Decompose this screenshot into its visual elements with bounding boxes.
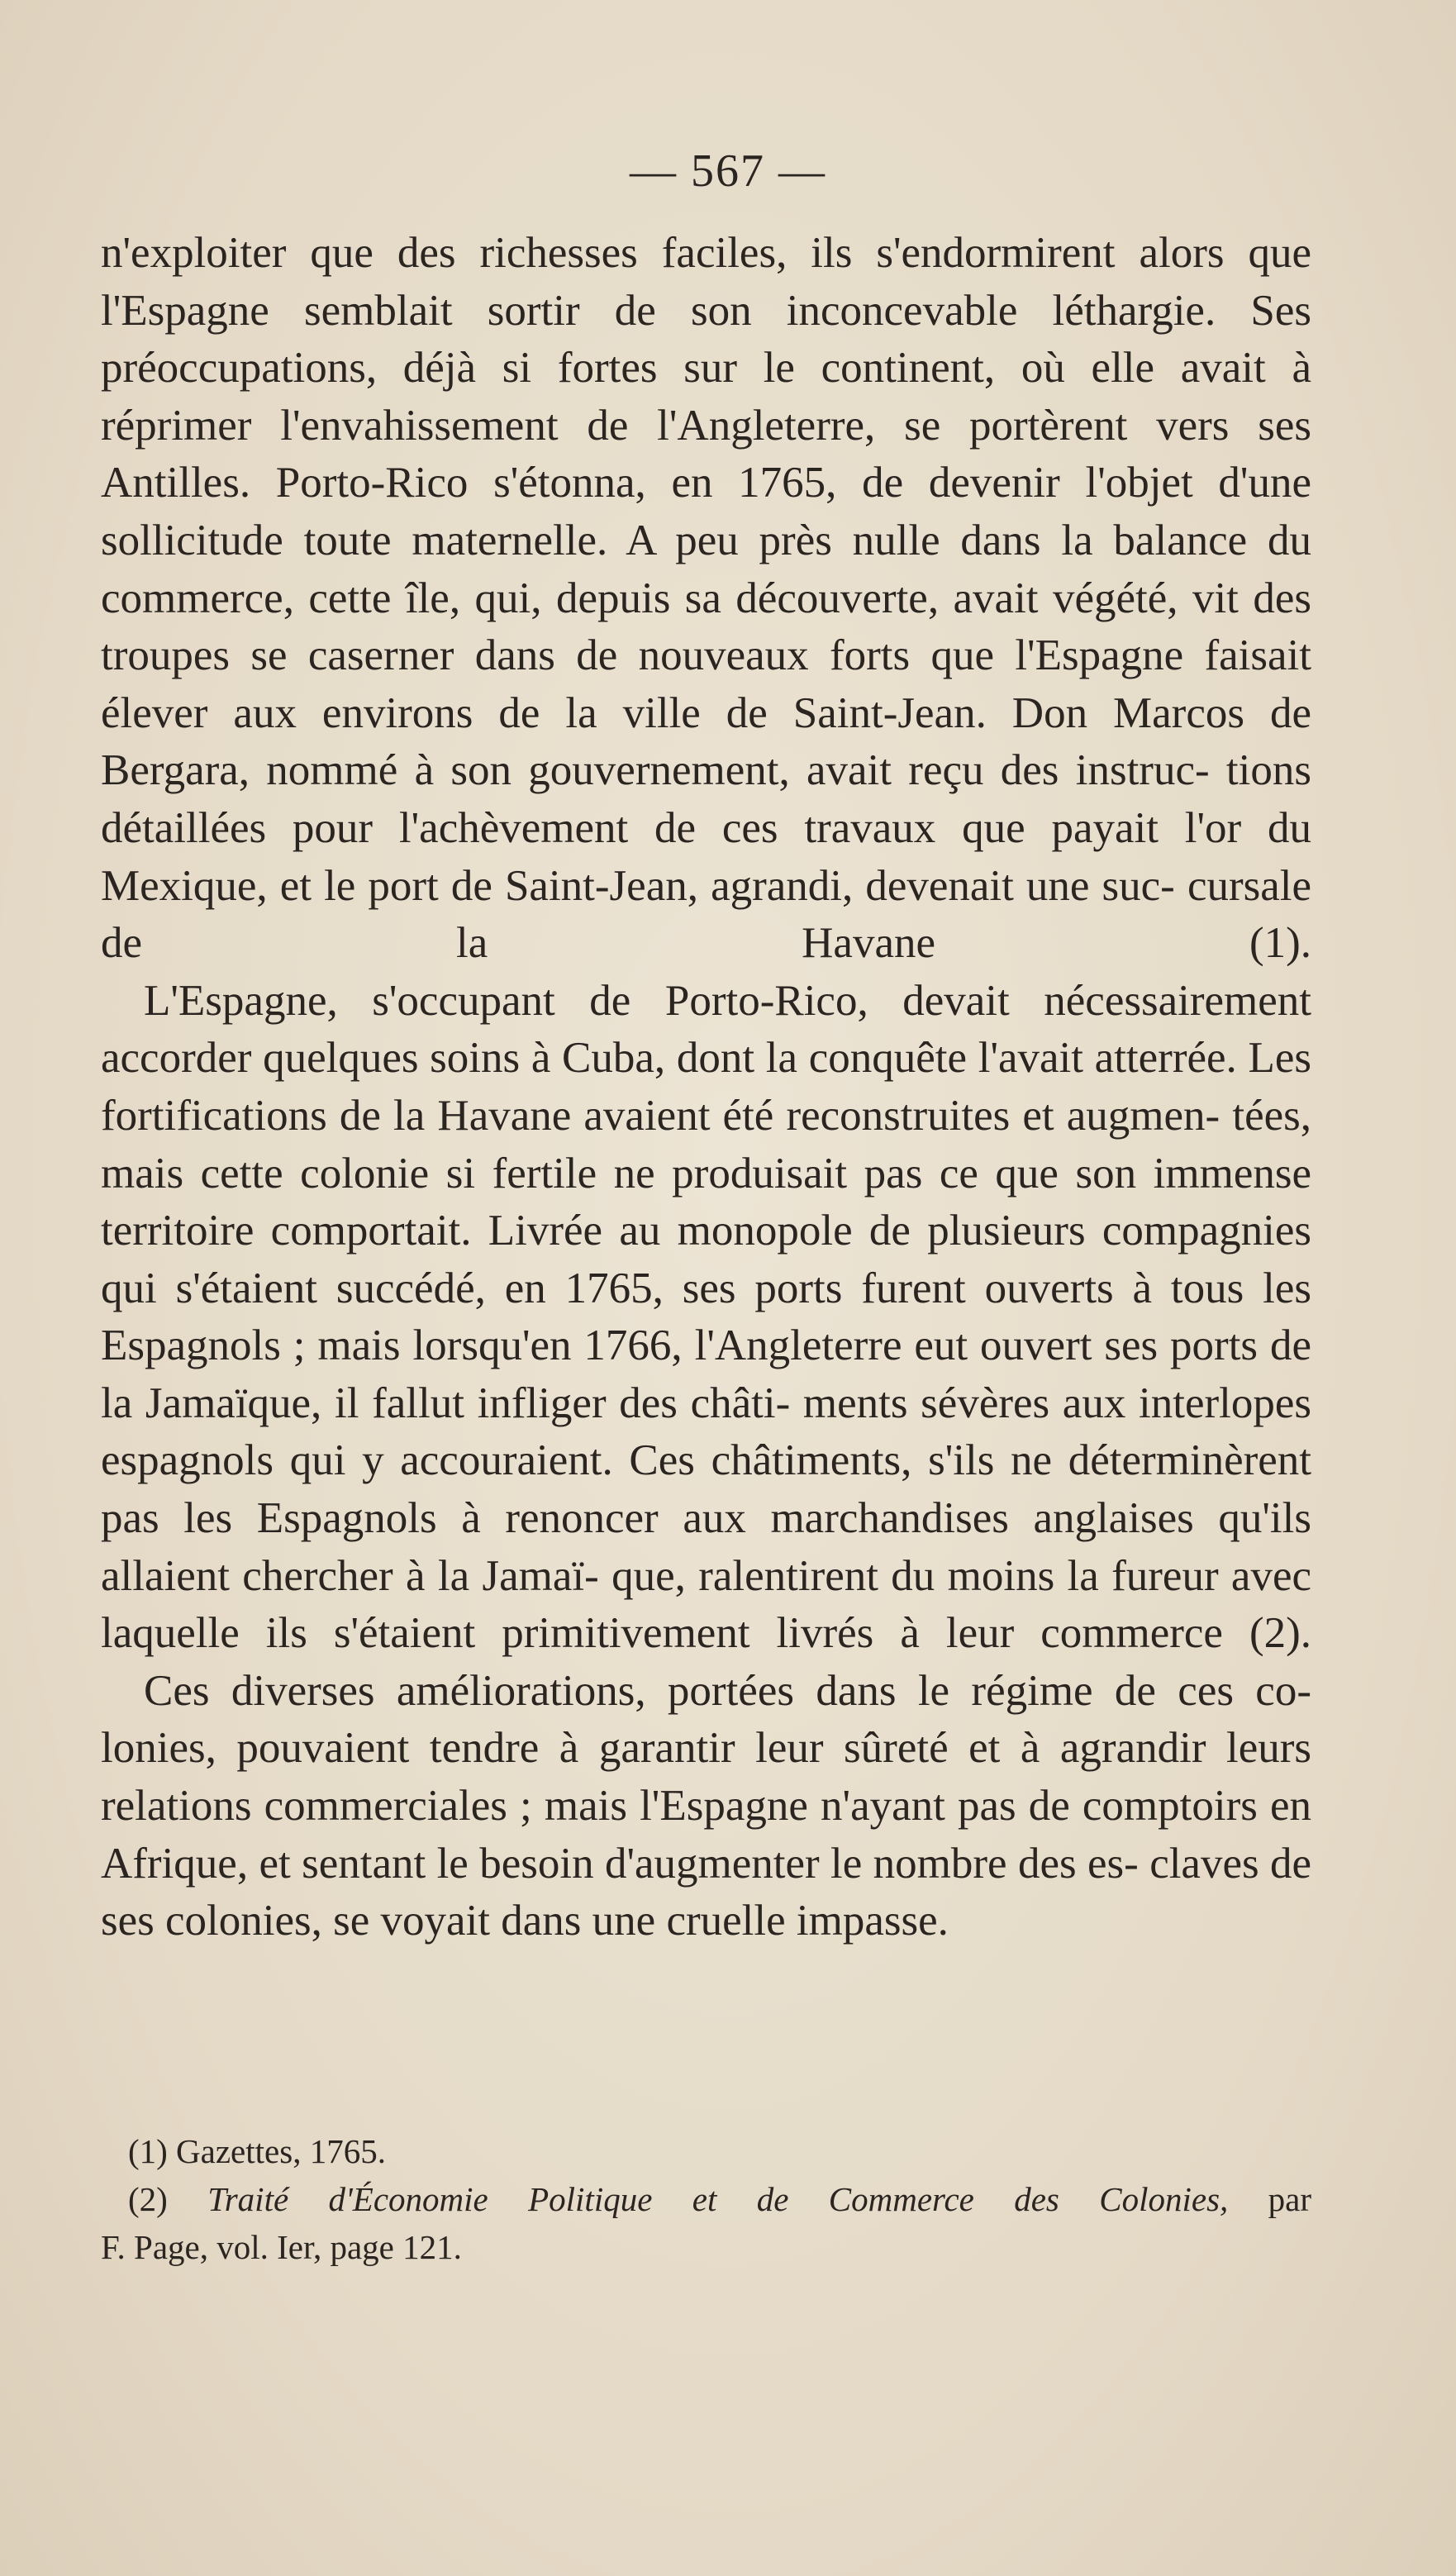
text-line: Ces diverses améliorations, portées dans le régime de ces co- [144, 1666, 1311, 1715]
text-line: commerce, cette île, qui, depuis sa découverte, avait végété, vit [101, 574, 1239, 622]
paragraph-1 [101, 225, 1311, 973]
text-line: du Mexique, et le port de Saint-Jean, agrandi, devenait une suc- [101, 803, 1311, 910]
footnote-2-tail: par [1268, 2180, 1312, 2218]
body-text [101, 225, 1311, 1950]
footnote-1: (1) Gazettes, 1765. [128, 2132, 386, 2170]
text-line: châtiments, s'ils ne déterminèrent pas les Espagnols à renoncer [101, 1436, 1312, 1543]
text-line: des troupes se caserner dans de nouveaux forts que l'Espagne [101, 574, 1312, 680]
text-line: compagnies qui s'étaient succédé, en 1765, ses ports furent [101, 1207, 1312, 1312]
text-line: L'Espagne, s'occupant de Porto-Rico, devait nécessairement [144, 976, 1311, 1025]
text-line: de Bergara, nommé à son gouvernement, avait reçu des instruc- [101, 688, 1311, 795]
text-line: préoccupations, déjà si fortes sur le continent, où elle avait à [101, 344, 1311, 393]
text-line: accorder quelques soins à Cuba, dont la conquête l'avait atterrée. [101, 1034, 1237, 1083]
text-line: immense territoire comportait. Livrée au monopole de plusieurs [101, 1149, 1311, 1255]
text-line: Antilles. Porto-Rico s'étonna, en 1765, de devenir l'objet d'une [101, 459, 1311, 507]
footnote-2-title: Traité d'Économie Politique et de Commerce des Colonies, [207, 2180, 1229, 2218]
text-line: ouverts à tous les Espagnols ; mais lorsqu'en 1766, l'Angleterre [101, 1264, 1312, 1370]
text-line: lonies, pouvaient tendre à garantir leur sûreté et à agrandir leurs [101, 1724, 1311, 1773]
text-line: réprimer l'envahissement de l'Angleterre, se portèrent vers ses [101, 401, 1311, 450]
footnote-2-continuation: F. Page, vol. Ier, page 121. [101, 2228, 462, 2266]
text-line: n'exploiter que des richesses faciles, ils s'endormirent alors que [101, 229, 1311, 277]
text-line: primitivement livrés à leur commerce (2). [502, 1609, 1311, 1658]
text-line: en Afrique, et sentant le besoin d'augmenter le nombre des es- [101, 1782, 1311, 1888]
footnotes [101, 2127, 1311, 2271]
text-line: Les fortifications de la Havane avaient été reconstruites et augmen- [101, 1034, 1312, 1140]
footnote-2 [101, 2175, 1311, 2223]
text-line: ments sévères aux interlopes espagnols qui y accouraient. Ces [101, 1378, 1311, 1485]
text-line: sollicitude toute maternelle. A peu près nulle dans la balance du [101, 516, 1311, 564]
text-line: cursale de la Havane (1). [101, 861, 1312, 968]
text-line: eut ouvert ses ports de la Jamaïque, il fallut infliger des châti- [101, 1321, 1311, 1427]
page-number: — 567 — [630, 145, 826, 197]
text-line: que, ralentirent du moins la fureur avec laquelle ils s'étaient [101, 1551, 1312, 1658]
paragraph-2 [101, 973, 1311, 1663]
paragraph-3 [101, 1663, 1311, 1950]
footnote-2-marker: (2) [128, 2180, 168, 2218]
text-line: l'Espagne semblait sortir de son inconcevable léthargie. Ses [101, 286, 1311, 335]
text-line: aux marchandises anglaises qu'ils allaient chercher à la Jamaï- [101, 1494, 1312, 1600]
text-line: claves de ses colonies, se voyait dans une cruelle impasse. [101, 1839, 1312, 1945]
text-line: tées, mais cette colonie si fertile ne produisait pas ce que son [101, 1091, 1311, 1198]
text-line: tions détaillées pour l'achèvement de ces travaux que payait l'or [101, 746, 1311, 852]
text-line: faisait élever aux environs de la ville de Saint-Jean. Don Marcos [101, 631, 1311, 737]
text-line: relations commerciales ; mais l'Espagne n'ayant pas de comptoirs [101, 1782, 1258, 1831]
